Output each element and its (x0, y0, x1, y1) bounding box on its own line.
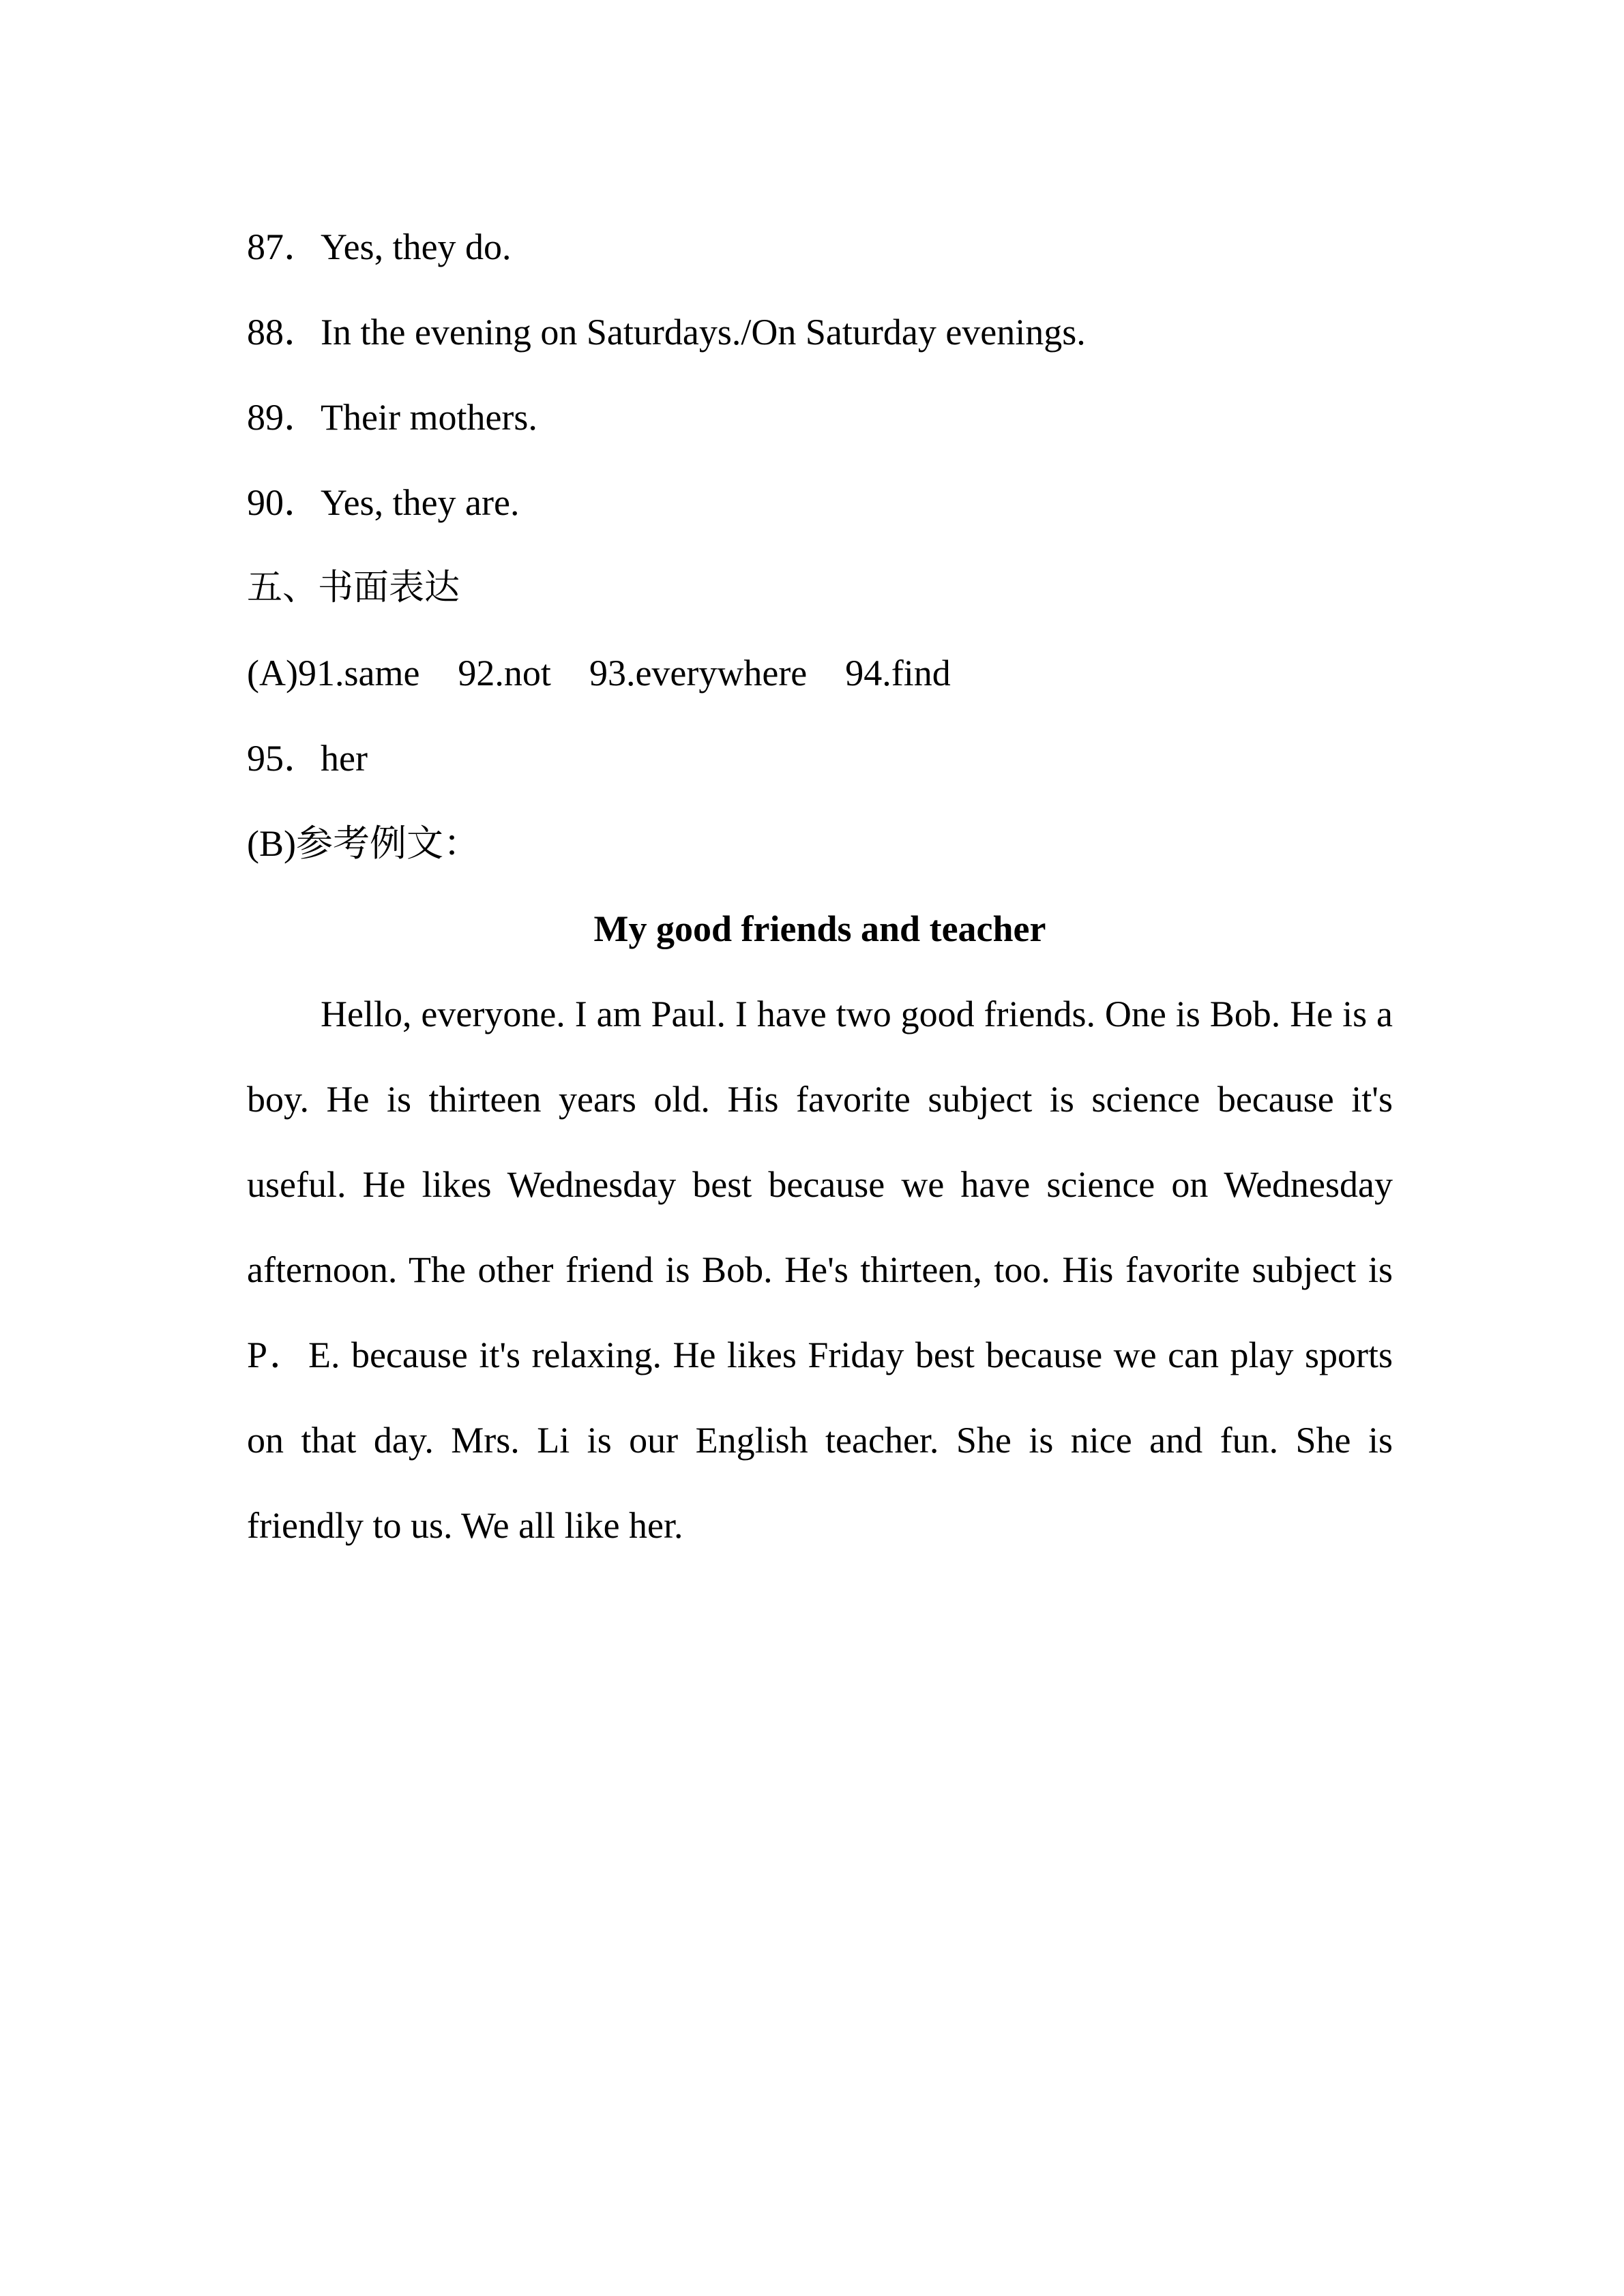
part-a-item-94: 94.find (845, 653, 951, 694)
answer-number: 88． (247, 312, 321, 353)
answer-text: Their mothers. (321, 397, 537, 438)
answer-number: 90． (247, 482, 321, 523)
part-a-item-93: 93.everywhere (589, 653, 808, 694)
answer-number: 95． (247, 738, 321, 779)
part-b-label: (B)参考例文： (247, 823, 480, 864)
answer-text: Yes, they do. (321, 226, 512, 267)
essay-body: Hello, everyone. I am Paul. I have two good friends. One is Bob. He is a boy. He is thirteen years old. His favorite subject is science because it's useful. He likes Wednesday best because we have science on Wednesday afternoon. The other friend is Bob. He's thirteen, too. His favorite subject is P．E. because it's relaxing. He likes Friday best because we can play sports on that day. Mrs. Li is our English teacher. She is nice and fun. She is friendly to us. We all like her. (247, 994, 1393, 1546)
part-a-item-92: 92.not (458, 653, 551, 694)
part-a-answers (247, 631, 1393, 716)
answer-88 (247, 290, 1393, 375)
answer-89 (247, 375, 1393, 460)
answer-90 (247, 460, 1393, 546)
answer-number: 87． (247, 226, 321, 267)
answer-number: 89． (247, 397, 321, 438)
document-page (247, 205, 1393, 1568)
answer-text: Yes, they are. (321, 482, 520, 523)
answer-text: her (321, 738, 368, 779)
answer-95 (247, 716, 1393, 801)
part-a-item-91: (A)91.same (247, 653, 420, 694)
section-heading: 五、书面表达 (247, 567, 460, 608)
answer-text: In the evening on Saturdays./On Saturday evenings. (321, 312, 1086, 353)
answer-87 (247, 205, 1393, 290)
essay-title: My good friends and teacher (593, 908, 1046, 949)
